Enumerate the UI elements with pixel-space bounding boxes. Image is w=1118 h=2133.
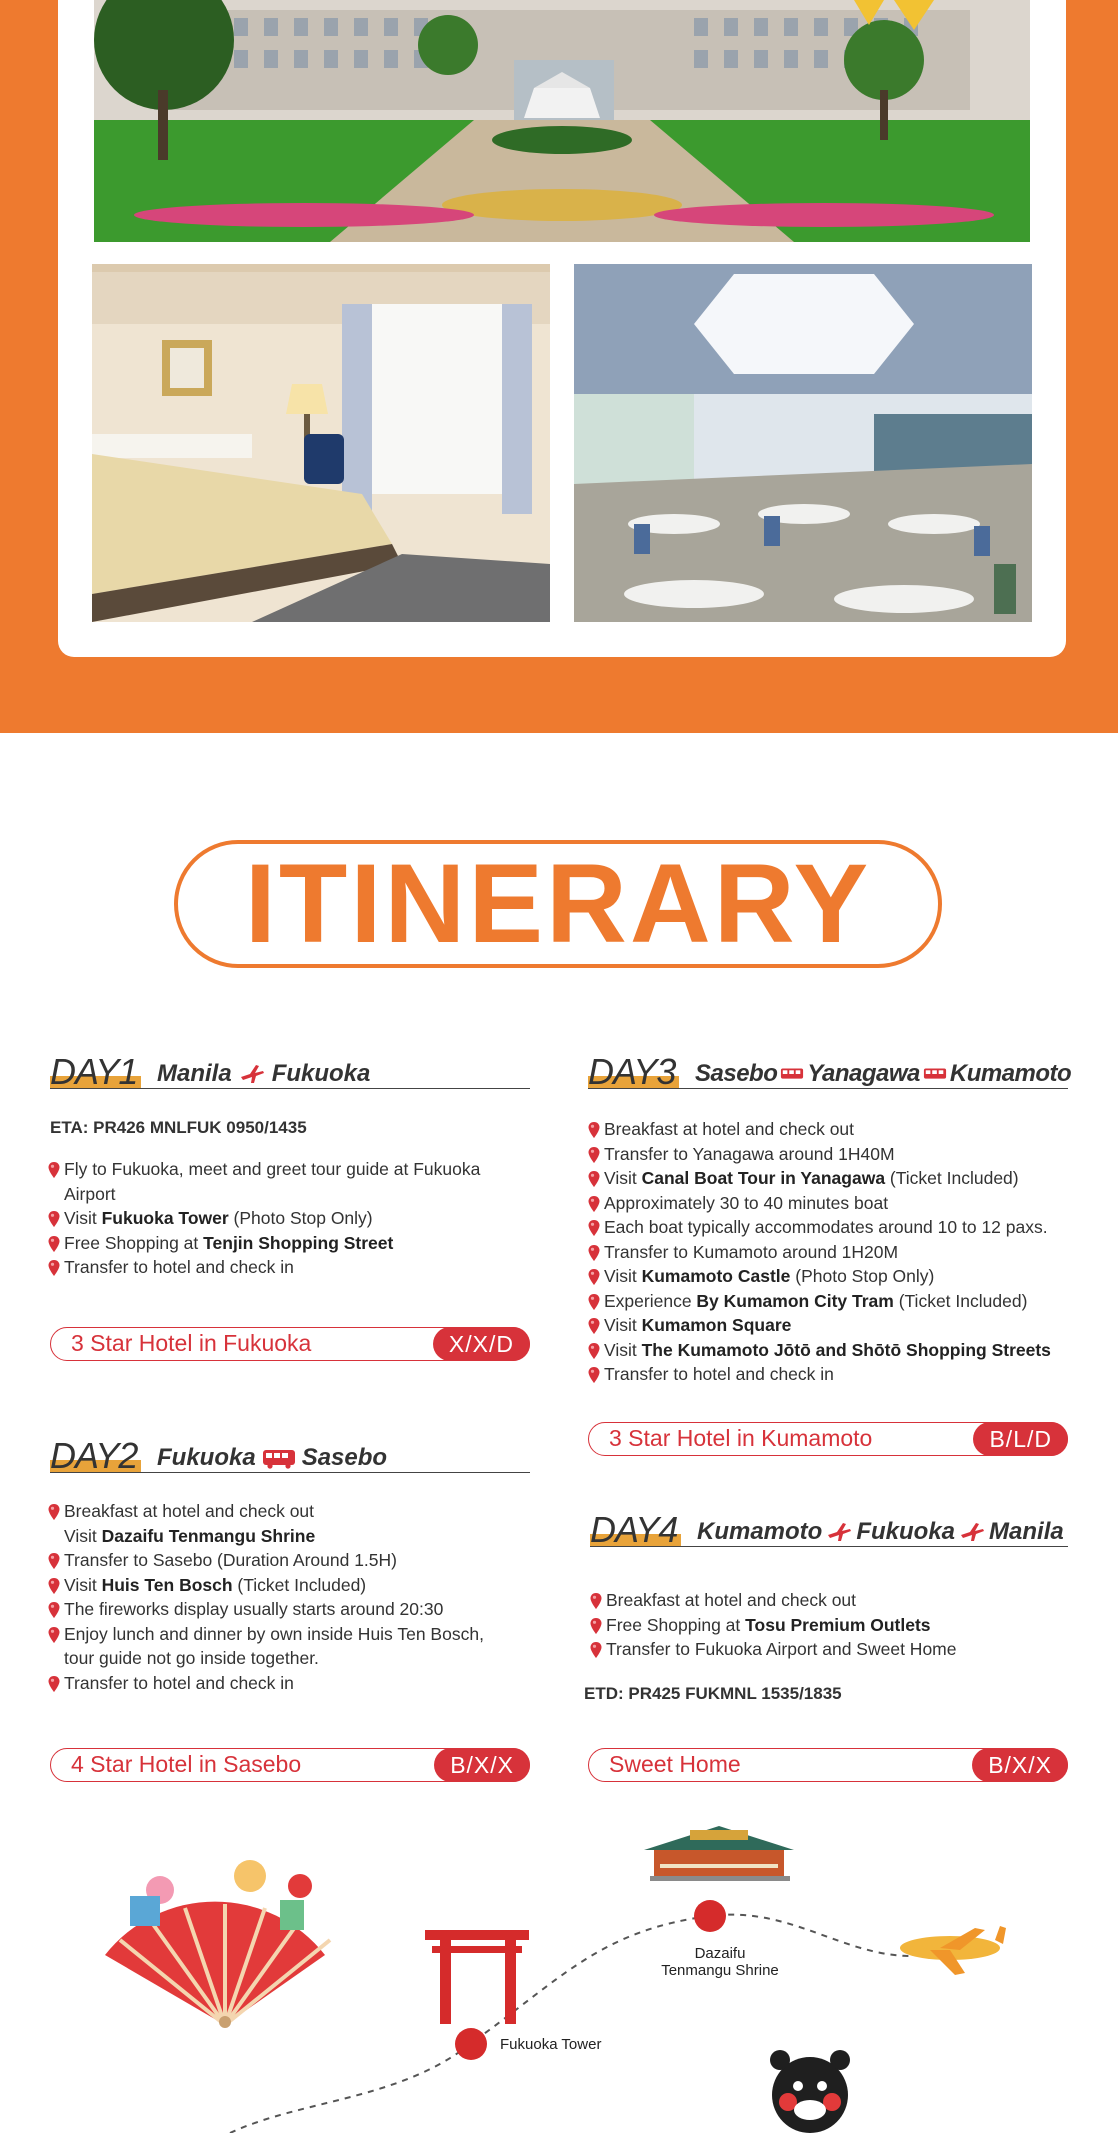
day3-label: DAY3 (588, 1051, 676, 1092)
day4-header (590, 1502, 1068, 1550)
list-item: Transfer to Sasebo (Duration Around 1.5H) (48, 1548, 538, 1573)
day1-label: DAY1 (50, 1051, 138, 1092)
location-pin-icon (48, 1553, 60, 1569)
location-pin-icon (588, 1147, 600, 1163)
day1-route-from: Manila (157, 1060, 232, 1087)
day1-hotel-name: 3 Star Hotel in Fukuoka (71, 1330, 312, 1356)
location-pin-icon (588, 1318, 600, 1334)
day3-hotel-name: 3 Star Hotel in Kumamoto (609, 1425, 873, 1451)
day3-route (695, 1060, 1071, 1088)
location-pin-icon (590, 1642, 602, 1658)
list-item: Visit The Kumamoto Jōtō and Shōtō Shopping Streets (588, 1338, 1108, 1363)
location-pin-icon (588, 1171, 600, 1187)
shrine-icon (644, 1826, 794, 1881)
day1-item-list (48, 1157, 528, 1280)
day2-label: DAY2 (50, 1435, 138, 1476)
hotel-restaurant-photo (574, 264, 1032, 622)
folding-fan-icon (105, 1860, 330, 2028)
bus-icon (780, 1066, 804, 1082)
day3-item-list (588, 1117, 1108, 1387)
location-pin-icon (588, 1245, 600, 1261)
list-item: Transfer to hotel and check in (588, 1362, 1108, 1387)
day4-item-list (590, 1588, 1070, 1662)
day4-route-stop-2: Fukuoka (856, 1518, 956, 1545)
route-map-illustration (0, 1810, 1118, 2133)
day3-label-wrap (588, 1051, 679, 1092)
list-item: Free Shopping at Tosu Premium Outlets (590, 1613, 1070, 1638)
list-item: Enjoy lunch and dinner by own inside Huis Ten Bosch, (48, 1622, 538, 1647)
day4-route (697, 1518, 1064, 1546)
day3-route-stop-2: Yanagawa (807, 1060, 920, 1087)
dazaifu-marker (694, 1900, 726, 1932)
list-item-continuation: Visit Dazaifu Tenmangu Shrine (64, 1525, 316, 1546)
day3-route-stop-1: Sasebo (695, 1060, 778, 1087)
day4-label-wrap (590, 1509, 681, 1550)
list-item-continuation: Airport (64, 1183, 116, 1204)
location-pin-icon (588, 1269, 600, 1285)
location-pin-icon (48, 1260, 60, 1276)
dazaifu-label: Dazaifu Tenmangu Shrine (661, 1945, 779, 1979)
day1-route-to: Fukuoka (271, 1060, 371, 1087)
fukuoka-tower-label: Fukuoka Tower (500, 2036, 602, 2053)
list-item: Free Shopping at Tenjin Shopping Street (48, 1231, 528, 1256)
list-item: Visit Huis Ten Bosch (Ticket Included) (48, 1573, 538, 1598)
list-item: Breakfast at hotel and check out (590, 1588, 1070, 1613)
day1-header (50, 1044, 530, 1092)
list-item: Visit Kumamoto Castle (Photo Stop Only) (588, 1264, 1108, 1289)
location-pin-icon (48, 1504, 60, 1520)
location-pin-icon (48, 1236, 60, 1252)
plane-icon (238, 1063, 266, 1085)
day4-hotel-name: Sweet Home (609, 1751, 741, 1777)
airplane-icon (900, 1926, 1006, 1975)
bus-icon (262, 1447, 296, 1469)
hotel-room-photo (92, 264, 550, 622)
fukuoka-tower-marker (455, 2028, 487, 2060)
day2-route-from: Fukuoka (157, 1444, 256, 1471)
location-pin-icon (588, 1367, 600, 1383)
list-item: Transfer to Fukuoka Airport and Sweet Home (590, 1637, 1070, 1662)
location-pin-icon (588, 1220, 600, 1236)
list-item: Transfer to hotel and check in (48, 1255, 528, 1280)
list-item: Breakfast at hotel and check out (48, 1499, 538, 1524)
day3-meals: B/L/D (973, 1422, 1068, 1456)
day2-hotel-badge (50, 1748, 530, 1782)
list-item: Visit Canal Boat Tour in Yanagawa (Ticket Included) (588, 1166, 1108, 1191)
location-pin-icon (48, 1162, 60, 1178)
day1-hotel-badge (50, 1327, 530, 1361)
kumamon-icon (770, 2050, 850, 2133)
day4-label: DAY4 (590, 1509, 678, 1550)
list-item: Fly to Fukuoka, meet and greet tour guide at Fukuoka (48, 1157, 528, 1182)
day4-etd: ETD: PR425 FUKMNL 1535/1835 (584, 1684, 842, 1703)
list-item: Visit Kumamon Square (588, 1313, 1108, 1338)
day1-label-wrap (50, 1051, 141, 1092)
location-pin-icon (588, 1343, 600, 1359)
bus-icon (923, 1066, 947, 1082)
day2-label-wrap (50, 1435, 141, 1476)
torii-gate-icon (425, 1930, 529, 2024)
itinerary-title-frame (174, 840, 942, 968)
day1-route (157, 1060, 370, 1088)
day2-route-to: Sasebo (301, 1444, 388, 1471)
location-pin-icon (588, 1122, 600, 1138)
hotel-photo-section (0, 0, 1118, 733)
hotel-exterior-photo (94, 0, 1030, 242)
hotel-photo-card (58, 0, 1066, 657)
day2-route (157, 1444, 387, 1472)
day3-route-stop-3: Kumamoto (949, 1060, 1072, 1087)
list-item-continuation: tour guide not go inside together. (64, 1648, 319, 1668)
day2-meals: B/X/X (434, 1748, 530, 1782)
location-pin-icon (588, 1294, 600, 1310)
location-pin-icon (48, 1211, 60, 1227)
day4-route-stop-3: Manila (989, 1518, 1064, 1545)
list-item: Approximately 30 to 40 minutes boat (588, 1191, 1108, 1216)
list-item: Transfer to Kumamoto around 1H20M (588, 1240, 1108, 1265)
day4-hotel-badge (588, 1748, 1068, 1782)
list-item: Visit Fukuoka Tower (Photo Stop Only) (48, 1206, 528, 1231)
plane-icon (958, 1521, 986, 1543)
day2-hotel-name: 4 Star Hotel in Sasebo (71, 1751, 302, 1777)
location-pin-icon (48, 1627, 60, 1643)
day3-header (588, 1044, 1072, 1092)
plane-icon (825, 1521, 853, 1543)
itinerary-title: ITINERARY (244, 841, 872, 966)
day3-hotel-badge (588, 1422, 1068, 1456)
location-pin-icon (590, 1593, 602, 1609)
list-item: The fireworks display usually starts around 20:30 (48, 1597, 538, 1622)
day4-meals: B/X/X (972, 1748, 1068, 1782)
location-pin-icon (590, 1618, 602, 1634)
location-pin-icon (48, 1602, 60, 1618)
list-item: Transfer to Yanagawa around 1H40M (588, 1142, 1108, 1167)
list-item: Breakfast at hotel and check out (588, 1117, 1108, 1142)
day1-meals: X/X/D (433, 1327, 530, 1361)
location-pin-icon (48, 1676, 60, 1692)
list-item: Experience By Kumamon City Tram (Ticket Included) (588, 1289, 1108, 1314)
list-item: Transfer to hotel and check in (48, 1671, 538, 1696)
location-pin-icon (588, 1196, 600, 1212)
day2-item-list (48, 1499, 538, 1695)
list-item: Each boat typically accommodates around 10 to 12 paxs. (588, 1215, 1108, 1240)
day4-route-stop-1: Kumamoto (697, 1518, 823, 1545)
day2-header (50, 1428, 530, 1476)
location-pin-icon (48, 1578, 60, 1594)
day1-eta: ETA: PR426 MNLFUK 0950/1435 (50, 1118, 307, 1137)
